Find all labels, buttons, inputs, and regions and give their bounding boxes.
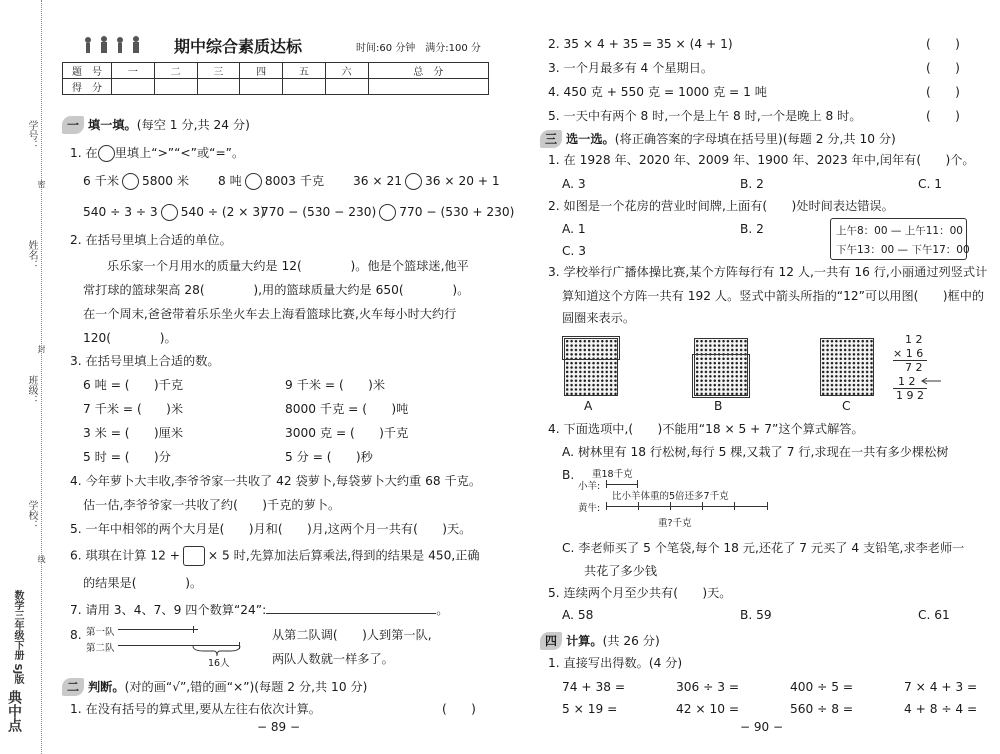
section-title: 填一填。 <box>88 118 137 132</box>
question-1-2-line: 在一个周末,爸爸带着乐乐坐火车去上海看篮球比赛,火车每小时大约行 <box>83 307 457 321</box>
choice-option-cont: 共花了多少钱 <box>584 564 658 578</box>
answer-line[interactable] <box>266 601 436 614</box>
bar-tick <box>606 480 607 488</box>
score-header-cell: 题 号 <box>63 63 112 79</box>
section-badge: 三 <box>540 130 562 148</box>
answer-circle[interactable] <box>122 173 139 190</box>
brand-logo: 典中点 <box>6 690 22 732</box>
judge-answer-paren[interactable]: ( ) <box>926 85 960 99</box>
section-title: 计算。 <box>566 634 603 648</box>
conversion-item: 5 分 = ( )秒 <box>285 450 373 464</box>
section-1-heading <box>62 116 250 134</box>
cut-mark-xian: 线 <box>37 555 46 563</box>
question-1-2-line: 120( )。 <box>83 331 177 345</box>
choice-question-1: 1. 在 1928 年、2020 年、2009 年、1900 年、2023 年中,闰年有( )个。 <box>548 153 975 167</box>
conversion-item: 3000 克 = ( )千克 <box>285 426 409 440</box>
choice-option: C. 李老师买了 5 个笔袋,每个 18 元,还花了 7 元买了 4 支铅笔,求李老师一 <box>562 541 965 555</box>
question-1-4-line: 估一估,李爷爷家一共收了约( )千克的萝卜。 <box>83 498 341 512</box>
calc-question-1: 1. 直接写出得数。(4 分) <box>548 656 683 670</box>
sheep-label: 小羊: <box>578 481 601 492</box>
judge-item-5: 5. 一天中有两个 8 时,一个是上午 8 时,一个是晚上 8 时。 <box>548 109 862 123</box>
option-label-b: B <box>714 399 723 413</box>
section-note: (共 26 分) <box>602 634 660 648</box>
answer-circle[interactable] <box>161 204 178 221</box>
calc-item: 4 + 8 ÷ 4 = <box>904 702 978 716</box>
exam-meta: 时间:60 分钟 满分:100 分 <box>356 43 481 54</box>
choice-question-4: 4. 下面选项中,( )不能用“18 × 5 + 7”这个算式解答。 <box>548 422 864 436</box>
section-note: (每空 1 分,共 24 分) <box>136 118 250 132</box>
label-school: 学校： <box>26 500 37 530</box>
score-header-cell: 四 <box>240 63 283 79</box>
compare-item: 540 ÷ 3 ÷ 3 540 ÷ (2 × 3) <box>83 205 265 219</box>
choice-question-2: 2. 如图是一个花房的营业时间牌,上面有( )处时间表达错误。 <box>548 199 894 213</box>
choice-option: A. 58 <box>562 608 594 622</box>
section-2-heading <box>62 678 367 696</box>
score-table <box>62 62 489 95</box>
option-label-c: C <box>842 399 851 413</box>
choice-option: A. 1 <box>562 222 586 236</box>
question-1-6-line: 6. 琪琪在计算 12 + × 5 时,先算加法后算乘法,得到的结果是 450,正确 <box>70 546 480 566</box>
compare-circle-icon <box>98 145 115 162</box>
vertical-calc-line: 1 2 <box>898 375 916 388</box>
bar-tick <box>767 502 768 510</box>
choice-question-3-line: 算知道这个方阵一共有 192 人。竖式中箭头所指的“12”可以用图( )框中的 <box>562 289 985 303</box>
page-number-right: − 90 − <box>740 720 784 734</box>
score-cell[interactable] <box>368 79 489 95</box>
choice-option: A. 树林里有 18 行松树,每行 5 棵,又栽了 7 行,求现在一共有多少棵松树 <box>562 445 949 459</box>
hours-line: 上午8：00 — 上午11：00 <box>836 225 963 237</box>
opening-hours-board <box>830 218 970 260</box>
decorative-logo <box>80 34 146 56</box>
book-title: 数学三年级下册 SJ版 <box>12 590 23 685</box>
hours-line: 下午13：00 — 下午17：00 <box>836 244 970 256</box>
question-1-8-text: 两队人数就一样多了。 <box>272 652 394 666</box>
judge-answer-paren[interactable]: ( ) <box>926 37 960 51</box>
conversion-item: 9 千米 = ( )米 <box>285 378 386 392</box>
answer-circle[interactable] <box>405 173 422 190</box>
bar-tick <box>193 626 194 633</box>
team-1-label: 第一队 <box>86 627 115 638</box>
bar-tick <box>637 480 638 488</box>
score-cell[interactable] <box>283 79 326 95</box>
choice-option: A. 3 <box>562 177 586 191</box>
choice-question-3-line: 圆圈来表示。 <box>562 311 636 325</box>
team-1-bar <box>118 629 198 630</box>
score-header-cell: 六 <box>325 63 368 79</box>
cut-mark-feng: 封 <box>37 345 46 353</box>
judge-item-1: 1. 在没有括号的算式里,要从左往右依次计算。 <box>70 702 321 716</box>
ox-bar <box>606 506 768 507</box>
calc-item: 5 × 19 = <box>562 702 618 716</box>
label-name: 姓名： <box>26 240 37 270</box>
cut-line <box>41 0 42 754</box>
score-header-cell: 三 <box>197 63 240 79</box>
page-number-left: − 89 − <box>257 720 301 734</box>
question-1-2-stem: 2. 在括号里填上合适的单位。 <box>70 233 232 247</box>
sheep-weight-label: 重18千克 <box>592 469 633 480</box>
label-class: 班级： <box>26 375 37 405</box>
vertical-calc-line: 1 9 2 <box>896 389 924 402</box>
score-cell[interactable] <box>240 79 283 95</box>
cut-mark-mi: 密 <box>37 180 46 188</box>
choice-option: B. 2 <box>740 222 764 236</box>
score-cell[interactable] <box>197 79 240 95</box>
calc-item: 74 + 38 = <box>562 680 626 694</box>
calc-item: 560 ÷ 8 = <box>790 702 854 716</box>
judge-item-2: 2. 35 × 4 + 35 = 35 × (4 + 1) <box>548 37 733 51</box>
question-1-1-stem: 1. 在 里填上“>”“<”或“=”。 <box>70 146 245 160</box>
option-label-a: A <box>584 399 593 413</box>
question-1-2-line: 常打球的篮球架高 28( ),用的篮球质量大约是 650( )。 <box>83 283 470 297</box>
binding-spine <box>0 0 52 754</box>
compare-item: 6 千米 5800 米 <box>83 174 190 188</box>
bar-tick <box>638 502 639 510</box>
score-cell[interactable] <box>325 79 368 95</box>
conversion-item: 7 千米 = ( )米 <box>83 402 184 416</box>
question-1-2-line: 乐乐家一个月用水的质量大约是 12( )。他是个篮球迷,他平 <box>107 259 469 273</box>
section-badge: 二 <box>62 678 84 696</box>
score-cell[interactable] <box>112 79 155 95</box>
conversion-item: 8000 千克 = ( )吨 <box>285 402 409 416</box>
conversion-item: 5 时 = ( )分 <box>83 450 171 464</box>
bar-tick <box>670 502 671 510</box>
section-badge: 四 <box>540 632 562 650</box>
choice-option: C. 3 <box>562 244 587 258</box>
section-title: 判断。 <box>88 680 125 694</box>
question-1-6-line: 的结果是( )。 <box>83 576 203 590</box>
choice-question-3-line: 3. 学校举行广播体操比赛,某个方阵每行有 12 人,一共有 16 行,小丽通过列竖式计 <box>548 265 988 279</box>
calc-item: 7 × 4 + 3 = <box>904 680 978 694</box>
vertical-calc-line: × 1 6 <box>893 347 924 360</box>
ox-question-label: 重?千克 <box>658 518 692 529</box>
compare-item: 36 × 21 36 × 20 + 1 <box>353 174 500 188</box>
ox-label: 黄牛: <box>578 503 601 514</box>
calc-item: 42 × 10 = <box>676 702 740 716</box>
bar-tick <box>734 502 735 510</box>
question-1-7: 7. 请用 3、4、7、9 四个数算“24”: 。 <box>70 603 449 617</box>
arrow-left-icon <box>920 377 942 385</box>
question-1-8-num: 8. <box>70 628 82 642</box>
score-cell[interactable] <box>154 79 197 95</box>
calc-item: 306 ÷ 3 = <box>676 680 740 694</box>
vertical-calc-line: 1 2 <box>905 333 923 346</box>
score-header-cell: 五 <box>283 63 326 79</box>
bar-tick <box>702 502 703 510</box>
choice-option: B. 2 <box>740 177 764 191</box>
section-title: 选一选。 <box>566 132 615 146</box>
score-row-label: 得 分 <box>63 79 112 95</box>
compare-item: 8 吨 8003 千克 <box>218 174 325 188</box>
answer-circle[interactable] <box>379 204 396 221</box>
choice-option: C. 61 <box>918 608 950 622</box>
dot-grid-c <box>820 338 874 396</box>
difference-label: 16人 <box>208 658 230 669</box>
highlight-frame-a <box>562 336 620 360</box>
answer-box[interactable] <box>183 546 205 566</box>
judge-answer-paren[interactable]: ( ) <box>926 109 960 123</box>
judge-answer-paren[interactable]: ( ) <box>442 702 476 716</box>
team-2-label: 第二队 <box>86 643 115 654</box>
calc-item: 400 ÷ 5 = <box>790 680 854 694</box>
section-4-heading <box>540 632 660 650</box>
section-badge: 一 <box>62 116 84 134</box>
question-1-4-line: 4. 今年萝卜大丰收,李爷爷家一共收了 42 袋萝卜,每袋萝卜大约重 68 千克。 <box>70 474 482 488</box>
judge-answer-paren[interactable]: ( ) <box>926 61 960 75</box>
judge-item-3: 3. 一个月最多有 4 个星期日。 <box>548 61 714 75</box>
section-3-heading <box>540 130 896 148</box>
question-1-8-text: 从第二队调( )人到第一队, <box>272 628 432 642</box>
conversion-item: 6 吨 = ( )千克 <box>83 378 184 392</box>
question-1-3-stem: 3. 在括号里填上合适的数。 <box>70 354 220 368</box>
choice-option: C. 1 <box>918 177 943 191</box>
choice-question-5: 5. 连续两个月至少共有( )天。 <box>548 586 732 600</box>
highlight-frame-b <box>692 354 750 398</box>
section-note: (将正确答案的字母填在括号里)(每题 2 分,共 10 分) <box>614 132 896 146</box>
bar-tick <box>606 502 607 510</box>
compare-item: 770 − (530 − 230) 770 − (530 + 230) <box>261 205 515 219</box>
choice-option-b-label: B. <box>562 468 575 482</box>
judge-item-4: 4. 450 克 + 550 克 = 1000 克 = 1 吨 <box>548 85 767 99</box>
score-header-cell: 二 <box>154 63 197 79</box>
score-header-cell: 总 分 <box>368 63 489 79</box>
choice-option: B. 59 <box>740 608 772 622</box>
ox-extra-label: 比小羊体重的5倍还多7千克 <box>612 491 729 502</box>
answer-circle[interactable] <box>245 173 262 190</box>
sheep-bar <box>606 484 638 485</box>
conversion-item: 3 米 = ( )厘米 <box>83 426 184 440</box>
vertical-calc-line: 7 2 <box>905 361 923 374</box>
page-title: 期中综合素质达标 <box>174 37 303 56</box>
section-note: (对的画“√”,错的画“×”)(每题 2 分,共 10 分) <box>124 680 368 694</box>
question-1-5: 5. 一年中相邻的两个大月是( )月和( )月,这两个月一共有( )天。 <box>70 522 472 536</box>
label-student-id: 学号： <box>26 120 37 150</box>
score-header-cell: 一 <box>112 63 155 79</box>
